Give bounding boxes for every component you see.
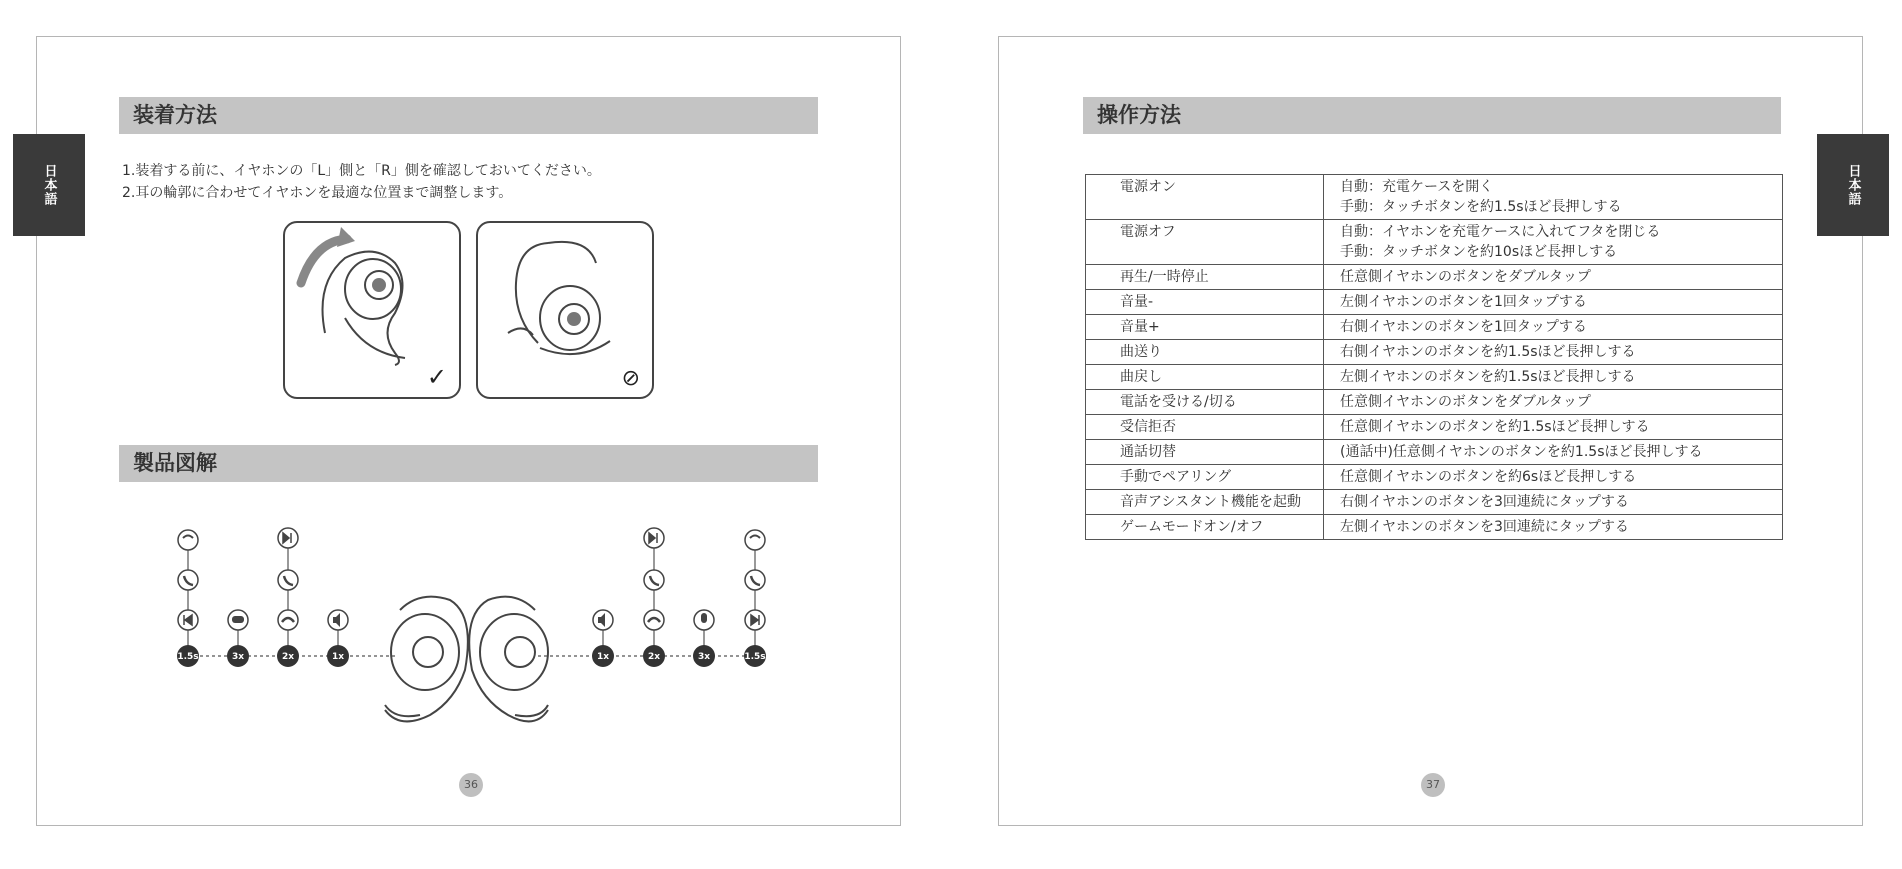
operation-description	[1324, 415, 1783, 440]
instruction-line-1: 1.装着する前に、イヤホンの「L」側と「R」側を確認しておいてください。	[122, 163, 601, 179]
description-line: 左側イヤホンのボタンを約1.5sほど長押しする	[1340, 369, 1636, 385]
badge-left-1: 1.5s	[177, 652, 199, 662]
next-track-icon	[745, 610, 765, 630]
description-line: (通話中)任意側イヤホンのボタンを約1.5sほど長押しする	[1340, 444, 1703, 460]
badge-left-3: 2x	[281, 652, 295, 662]
table-row	[1086, 490, 1783, 515]
operation-action: 曲戻し	[1086, 365, 1324, 390]
page-number-right: 37	[1421, 773, 1445, 797]
description-line: 自動：イヤホンを充電ケースに入れてフタを閉じる	[1340, 224, 1661, 240]
badge-left-2: 3x	[231, 652, 245, 662]
play-pause-icon	[278, 528, 298, 548]
phone-decline-icon	[178, 530, 198, 550]
left-function-icons	[178, 528, 348, 630]
description-line: 手動：タッチボタンを約10sほど長押しする	[1340, 244, 1618, 260]
operation-description	[1324, 315, 1783, 340]
volume-down-icon	[328, 610, 348, 630]
instruction-line-2: 2.耳の輪郭に合わせてイヤホンを最適な位置まで調整します。	[122, 185, 513, 201]
description-line: 任意側イヤホンのボタンをダブルタップ	[1340, 269, 1591, 285]
phone-decline-icon	[745, 530, 765, 550]
operation-description	[1324, 175, 1783, 220]
description-line: 左側イヤホンのボタンを3回連続にタップする	[1340, 519, 1629, 535]
table-row	[1086, 175, 1783, 220]
description-line: 手動：タッチボタンを約1.5sほど長押しする	[1340, 199, 1622, 215]
operation-description	[1324, 490, 1783, 515]
operation-action: 電源オフ	[1086, 220, 1324, 265]
phone-icon	[745, 570, 765, 590]
table-row	[1086, 415, 1783, 440]
table-row	[1086, 340, 1783, 365]
description-line: 任意側イヤホンのボタンを約6sほど長押しする	[1340, 469, 1637, 485]
table-row	[1086, 290, 1783, 315]
description-line: 右側イヤホンのボタンを約1.5sほど長押しする	[1340, 344, 1636, 360]
phone-answer-icon	[278, 570, 298, 590]
gamepad-icon	[228, 610, 248, 630]
operation-description	[1324, 220, 1783, 265]
phone-answer-icon	[644, 570, 664, 590]
table-row	[1086, 315, 1783, 340]
language-tab-right: 日本語	[1817, 134, 1889, 236]
operation-action: 再生/一時停止	[1086, 265, 1324, 290]
right-page	[998, 36, 1863, 826]
description-line: 任意側イヤホンのボタンをダブルタップ	[1340, 394, 1591, 410]
operation-action: 手動でペアリング	[1086, 465, 1324, 490]
section-title-wearing: 装着方法	[119, 97, 818, 134]
section-title-product-diagram: 製品図解	[119, 445, 818, 482]
description-line: 任意側イヤホンのボタンを約1.5sほど長押しする	[1340, 419, 1650, 435]
operation-action: 音量-	[1086, 290, 1324, 315]
description-line: 自動：充電ケースを開く	[1340, 179, 1494, 195]
operation-action: 通話切替	[1086, 440, 1324, 465]
description-line: 右側イヤホンのボタンを1回タップする	[1340, 319, 1587, 335]
badge-right-3: 3x	[697, 652, 711, 662]
table-row	[1086, 440, 1783, 465]
microphone-icon	[694, 610, 714, 630]
operation-description	[1324, 515, 1783, 540]
operation-description	[1324, 365, 1783, 390]
operation-action: ゲームモードオン/オフ	[1086, 515, 1324, 540]
badge-right-2: 2x	[647, 652, 661, 662]
checkmark-icon: ✓	[426, 363, 447, 391]
badge-right-1: 1x	[596, 652, 610, 662]
hang-up-icon	[278, 610, 298, 630]
badge-left-4: 1x	[331, 652, 345, 662]
prohibited-icon: ⊘	[621, 366, 640, 391]
description-line: 右側イヤホンのボタンを3回連続にタップする	[1340, 494, 1629, 510]
language-tab-left: 日本語	[13, 134, 85, 236]
table-row	[1086, 515, 1783, 540]
operation-action: 音声アシスタント機能を起動	[1086, 490, 1324, 515]
operation-action: 電源オン	[1086, 175, 1324, 220]
play-pause-icon	[644, 528, 664, 548]
phone-icon	[178, 570, 198, 590]
operation-action: 受信拒否	[1086, 415, 1324, 440]
hang-up-icon	[644, 610, 664, 630]
description-line: 左側イヤホンのボタンを1回タップする	[1340, 294, 1587, 310]
operation-description	[1324, 265, 1783, 290]
page-number-left: 36	[459, 773, 483, 797]
right-earbud-illustration	[469, 597, 548, 722]
table-row	[1086, 365, 1783, 390]
operation-description	[1324, 290, 1783, 315]
left-earbud-illustration	[385, 597, 468, 722]
operation-action: 曲送り	[1086, 340, 1324, 365]
operation-action: 電話を受ける/切る	[1086, 390, 1324, 415]
operation-description	[1324, 440, 1783, 465]
badge-right-4: 1.5s	[744, 652, 766, 662]
operation-action: 音量+	[1086, 315, 1324, 340]
table-row	[1086, 390, 1783, 415]
operation-description	[1324, 390, 1783, 415]
operation-description	[1324, 465, 1783, 490]
table-row	[1086, 265, 1783, 290]
table-row	[1086, 465, 1783, 490]
volume-up-icon	[593, 610, 613, 630]
operations-table	[1085, 174, 1783, 540]
operation-description	[1324, 340, 1783, 365]
previous-track-icon	[178, 610, 198, 630]
table-row	[1086, 220, 1783, 265]
section-title-operation: 操作方法	[1083, 97, 1781, 134]
right-function-icons	[593, 528, 765, 630]
